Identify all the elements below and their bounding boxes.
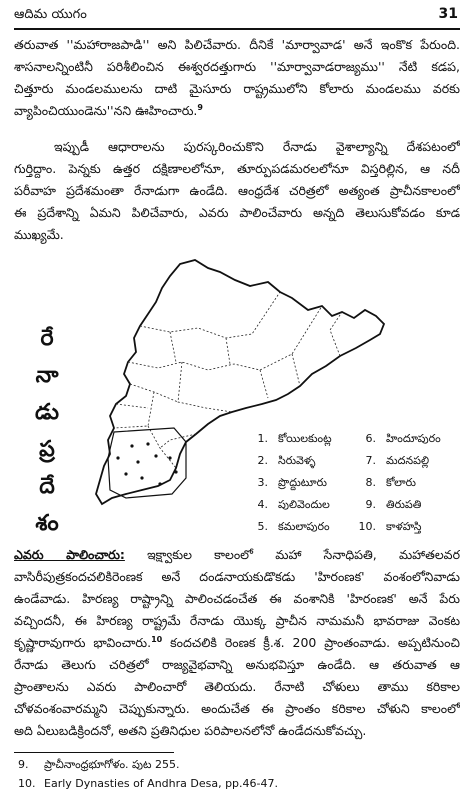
paragraph-3: [14, 544, 460, 742]
legend-name: పులివెందుల: [278, 498, 330, 511]
map-vertical-label: [30, 320, 64, 542]
text-line: చోళవంశంవారమ్మని చెప్పుకున్నారు. అందుచేత ఈ ప్రాంతం కరికాల చోళుని కాలంలో: [14, 701, 460, 716]
text-line: ఉండేవాడు. హిరణ్య రాష్ట్రాన్ని పాలించడంచేత ఈ వంశానికి 'హిరంణక' అనే పేరు: [14, 591, 460, 606]
footnote-num: 9.: [18, 758, 29, 771]
legend-item: [250, 454, 315, 470]
legend-item: [250, 520, 330, 536]
footnote-text: ప్రాచీనాంధ్రభూగోళం. పుట 255.: [44, 758, 180, 771]
text-line: అది ఏలుబడిక్రిందనో, అతని ప్రతినిధుల పరిపాలనలోనో ఉండేదనుకోవచ్చు.: [14, 723, 367, 738]
text-line: శాసనాలన్నింటినీ పరిశీలించిన ఈశ్వరదత్తుగారు ''మార్వావాడరాజ్యము'' నేటి కడప,: [14, 59, 460, 74]
label-syllable: రే: [40, 326, 54, 351]
footnote-10: [18, 777, 278, 790]
town-markers: [116, 442, 177, 485]
text-fragment: ఇక్ష్వాకుల కాలంలో మహా సేనాధిపతి, మహాతలవర: [124, 547, 460, 562]
text-line: [14, 544, 460, 566]
legend-item: [250, 476, 327, 492]
legend-name: ప్రొద్దుటూరు: [278, 476, 327, 489]
footnote-ref-10: 10: [151, 634, 163, 644]
text-line: [14, 632, 460, 654]
label-syllable: నా: [35, 363, 59, 388]
text-line: గుర్తిద్దాం. పెన్నకు ఉత్తర దక్షిణాలలోనూ, తూర్పుపడమరలలోనూ విస్తరిల్లిన, ఆ నదీ: [14, 161, 460, 176]
legend-item: [358, 432, 441, 448]
label-syllable: శం: [35, 511, 59, 536]
legend-name: హిందూపురం: [386, 432, 441, 445]
legend-item: [358, 520, 422, 536]
legend-name: కోయిలకుంట్ల: [278, 432, 332, 445]
label-syllable: ప్ర: [39, 437, 55, 462]
andhra-map-figure: [30, 258, 450, 534]
text-line: ఈ ప్రదేశాన్ని ఏమని పిలిచేవారు, ఎవరు పాలించేవారు అన్నది తెలుసుకోవడం కూడ: [14, 205, 460, 220]
legend-num: 8.: [365, 476, 376, 489]
legend-num: 5.: [257, 520, 268, 533]
legend-item: [250, 432, 332, 448]
legend-item: [250, 498, 330, 514]
footnote-9: [18, 758, 179, 774]
legend-name: కాళహస్తి: [386, 520, 422, 533]
legend-num: 10.: [358, 520, 376, 533]
legend-name: సిరువెళ్ళ: [278, 454, 316, 467]
legend-num: 7.: [365, 454, 376, 467]
page-header: [14, 4, 460, 28]
text-line: చిత్తూరు మండలములను దాటి మైసూరు రాష్ట్రములోని కోలారు మండలము వరకు: [14, 81, 460, 96]
footnote-ref-9: 9: [197, 102, 203, 112]
text-line: వచ్చిందనీ, ఈ హిరణ్య రాష్ట్రమే రేనాడు యొక్క ప్రాచీన నామమనీ భావరాజు వెంకట: [14, 613, 460, 628]
label-syllable: డు: [35, 400, 59, 425]
text-fragment: వ్యాపించియుండెను''నని ఊహించారు.: [14, 103, 198, 118]
paragraph-1: [14, 34, 460, 122]
text-fragment: కృష్ణారావుగారు భావించారు.: [14, 635, 152, 650]
state-outline: [96, 260, 384, 504]
legend-name: తిరుపతి: [386, 498, 422, 511]
legend-item: [358, 454, 429, 470]
text-line: ఇప్పుడీ ఆధారాలను పురస్కరించుకొని రేనాడు వైశాల్యాన్ని దేశపటంలో: [54, 139, 460, 154]
text-line: ప్రాంతాలను ఎవరు పాలించారో తెలియదు. రేనాటి చోళులు తాము కరికాల: [14, 679, 460, 694]
legend-name: కమలాపురం: [278, 520, 330, 533]
legend-num: 2.: [257, 454, 268, 467]
text-fragment: కందచలికి రెంణక క్రీ.శ. 200 ప్రాంతంవాడు. అప్పటినుంచి: [162, 635, 460, 650]
legend-num: 1.: [257, 432, 268, 445]
text-line: [14, 100, 460, 122]
legend-num: 4.: [257, 498, 268, 511]
legend-item: [358, 476, 416, 492]
legend-num: 6.: [365, 432, 376, 445]
footnote-text: Early Dynasties of Andhra Desa, pp.46-47.: [44, 777, 278, 790]
text-line: పరీవాహ ప్రదేశమంతా రేనాడుగా ఉండేది. ఆంధ్రదేశ చరిత్రలో అత్యంత ప్రాచీనకాలంలో: [14, 183, 460, 198]
renadu-region-boundary: [108, 428, 186, 498]
header-rule: [14, 28, 460, 30]
section-lead: ఎవరు పాలించారు:: [14, 547, 125, 562]
paragraph-2: [14, 136, 460, 246]
running-title: ఆదిమ యుగం: [14, 7, 87, 22]
footnote-rule: [14, 752, 174, 753]
legend-num: 3.: [257, 476, 268, 489]
page-number: 31: [438, 6, 458, 22]
legend-name: కోలారు: [386, 476, 416, 489]
text-line: వాసిరీపుత్రకందచలికిరెంణక అనే దండనాయకుడొకడు 'హిరంణక' వంశంలోనివాడు: [14, 569, 460, 584]
legend-name: మదనపల్లి: [386, 454, 430, 467]
text-line: తరువాత ''మహారాజపాడి'' అని పిలిచేవారు. దీనికే 'మార్వావాడ' అనే ఇంకొక పేరుంది.: [14, 37, 460, 52]
label-syllable: దే: [39, 474, 55, 499]
legend-item: [358, 498, 421, 514]
text-line: రేనాడు తెలుగు చరిత్రలో రాజ్యవైభవాన్ని అనుభవిస్తూ ఉండేది. ఆ తరువాత ఆ: [14, 657, 460, 672]
legend-num: 9.: [365, 498, 376, 511]
footnote-num: 10.: [18, 777, 36, 790]
text-line: ముఖ్యమే.: [14, 227, 64, 242]
